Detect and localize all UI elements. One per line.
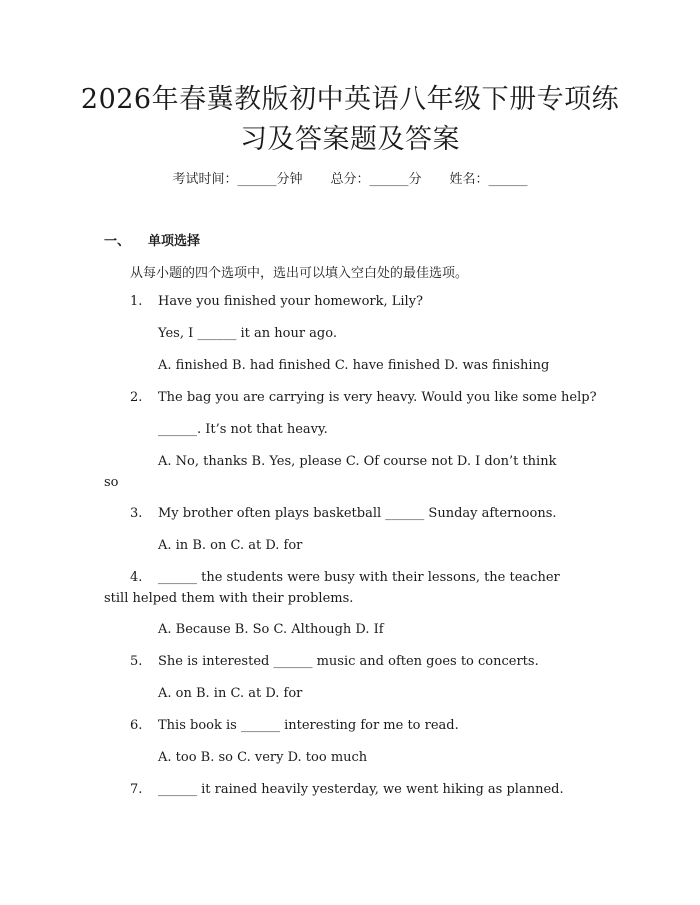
question-stem: My brother often plays basketball ______ Sunday afternoons. — [158, 506, 557, 521]
exam-meta — [0, 168, 700, 187]
question-number: 3. — [130, 506, 143, 521]
question-2-response: ______. It’s not that heavy. — [158, 422, 328, 437]
student-name: 姓名：______ — [449, 172, 528, 187]
document-title — [60, 80, 640, 160]
question-5-options: A. on B. in C. at D. for — [158, 686, 303, 701]
question-3-options: A. in B. on C. at D. for — [158, 538, 303, 553]
question-number: 5. — [130, 654, 143, 669]
question-number: 6. — [130, 718, 143, 733]
question-stem: She is interested ______ music and often goes to concerts. — [158, 654, 539, 669]
total-score: 总分：______分 — [330, 172, 422, 187]
exam-time: 考试时间：______分钟 — [172, 172, 303, 187]
question-4 — [130, 570, 560, 585]
question-2-options: A. No, thanks B. Yes, please C. Of course not D. I don’t think — [158, 454, 557, 469]
section-heading — [104, 230, 200, 249]
question-number: 1. — [130, 294, 143, 309]
question-2 — [130, 390, 597, 405]
question-3 — [130, 506, 557, 521]
section-label: 单项选择 — [148, 234, 201, 249]
question-number: 4. — [130, 570, 143, 585]
question-stem: ______ the students were busy with their lessons, the teacher — [158, 570, 560, 585]
title-line-2: 习及答案题及答案 — [240, 124, 460, 155]
question-6 — [130, 718, 459, 733]
question-number: 2. — [130, 390, 143, 405]
question-stem: ______ it rained heavily yesterday, we went hiking as planned. — [158, 782, 564, 797]
question-1-options: A. finished B. had finished C. have finished D. was finishing — [158, 358, 550, 373]
question-2-options-wrap: so — [104, 475, 119, 490]
question-number: 7. — [130, 782, 143, 797]
question-7 — [130, 782, 564, 797]
question-1-response: Yes, I ______ it an hour ago. — [158, 326, 337, 341]
question-1 — [130, 294, 423, 309]
question-stem: Have you finished your homework, Lily? — [158, 294, 424, 309]
question-6-options: A. too B. so C. very D. too much — [158, 750, 368, 765]
question-4-stem-wrap: still helped them with their problems. — [104, 591, 354, 606]
section-instruction: 从每小题的四个选项中，选出可以填入空白处的最佳选项。 — [130, 266, 469, 281]
question-stem: The bag you are carrying is very heavy. Would you like some help? — [158, 390, 597, 405]
title-line-1: 2026年春冀教版初中英语八年级下册专项练 — [80, 84, 620, 115]
section-number: 一、 — [104, 234, 131, 249]
question-5 — [130, 654, 539, 669]
question-stem: This book is ______ interesting for me to read. — [158, 718, 459, 733]
question-4-options: A. Because B. So C. Although D. If — [158, 622, 384, 637]
